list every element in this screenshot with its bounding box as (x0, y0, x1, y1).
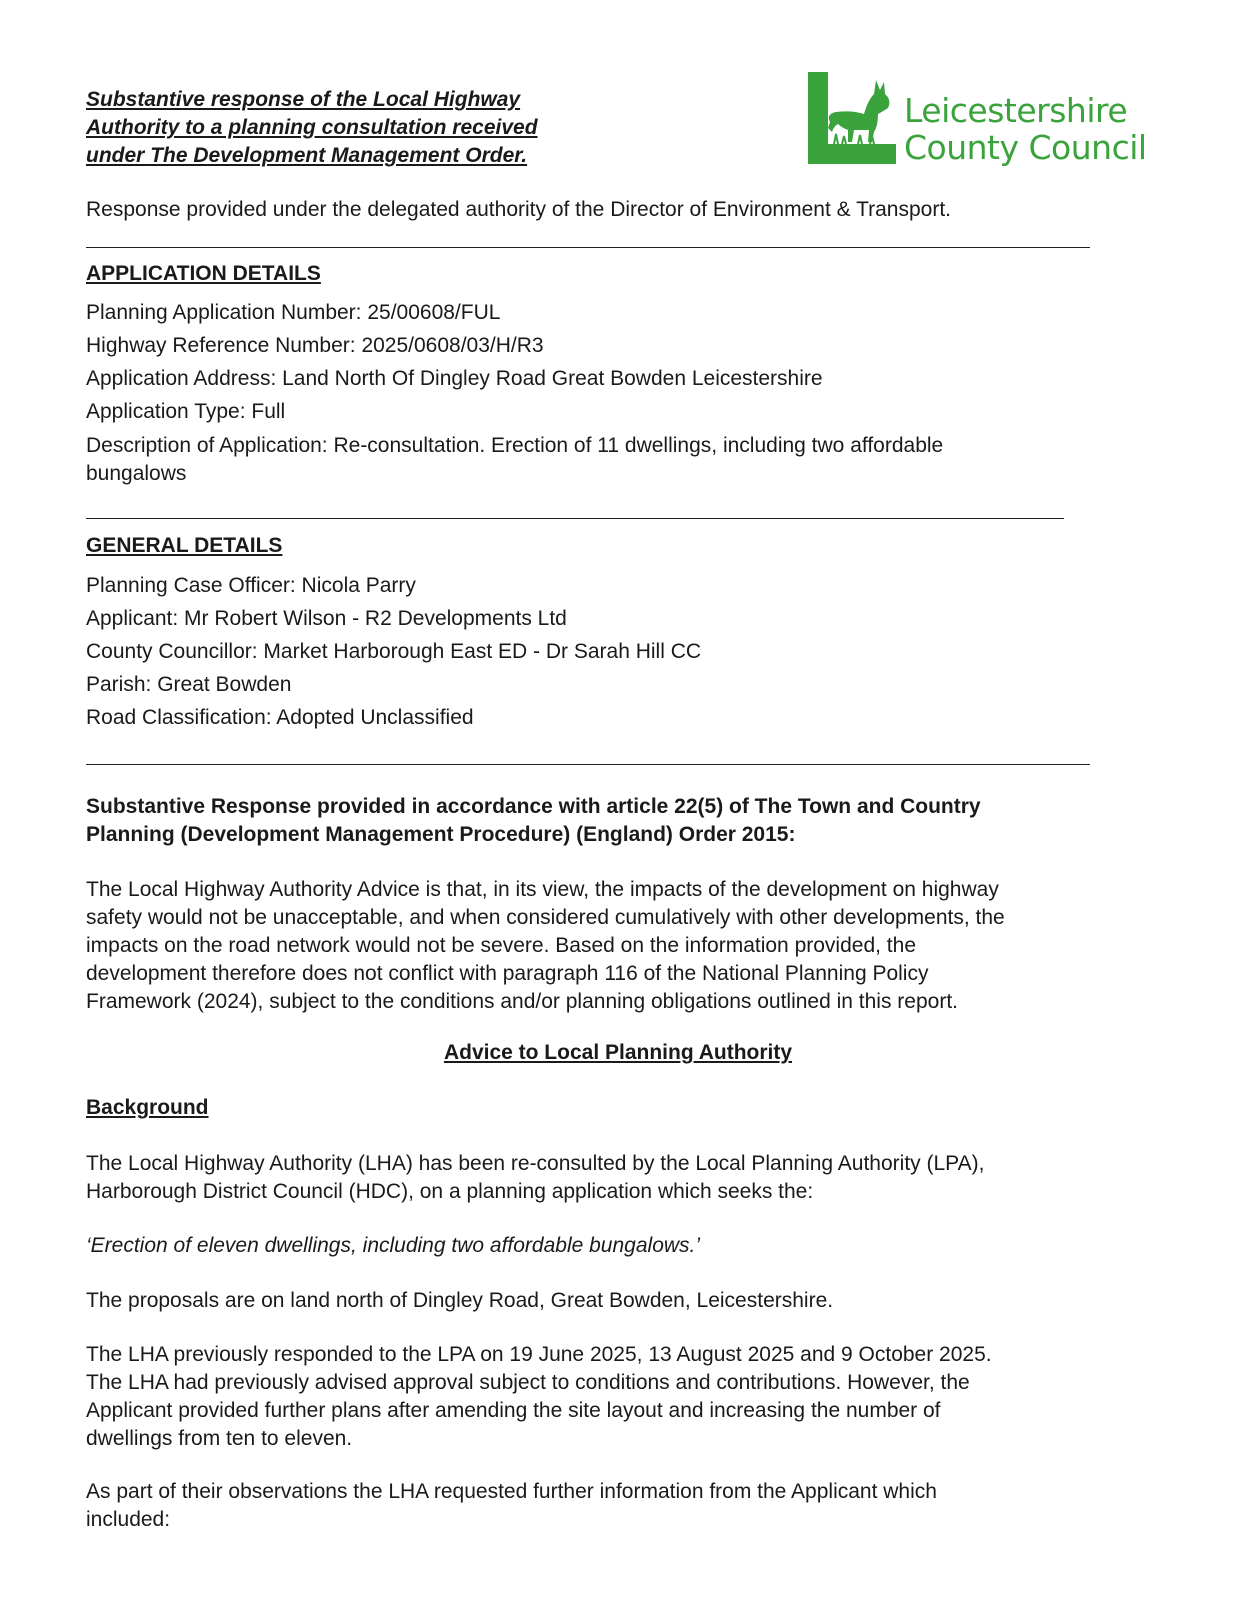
case-officer: Planning Case Officer: Nicola Parry (86, 574, 416, 597)
title-line: under The Development Management Order. (86, 144, 528, 167)
paragraph-line: included: (86, 1508, 171, 1531)
paragraph-line: The Local Highway Authority (LHA) has been re-consulted by the Local Planning Authority (LPA), (86, 1152, 985, 1175)
heading-line: Planning (Development Management Procedure) (England) Order 2015: (86, 823, 796, 846)
fox-emblem-icon (808, 70, 898, 166)
paragraph-line: Harborough District Council (HDC), on a planning application which seeks the: (86, 1180, 814, 1203)
logo-wordmark (904, 92, 1147, 166)
application-type: Application Type: Full (86, 400, 286, 423)
logo-line-2: County Council (904, 128, 1147, 167)
paragraph-line: The LHA previously responded to the LPA on 19 June 2025, 13 August 2025 and 9 October 2025. (86, 1343, 992, 1366)
road-classification: Road Classification: Adopted Unclassified (86, 706, 474, 729)
council-logo (808, 70, 1147, 170)
highway-reference-number: Highway Reference Number: 2025/0608/03/H/R3 (86, 334, 544, 357)
quote-line: ‘Erection of eleven dwellings, including two affordable bungalows.’ (86, 1234, 701, 1257)
heading-line: Substantive Response provided in accordance with article 22(5) of The Town and Country (86, 795, 981, 818)
application-details-heading: APPLICATION DETAILS (86, 262, 321, 285)
divider (86, 247, 1090, 248)
paragraph-line: Applicant provided further plans after amending the site layout and increasing the number of (86, 1399, 941, 1422)
title-line: Substantive response of the Local Highway (86, 88, 521, 111)
application-description: Description of Application: Re-consultation. Erection of 11 dwellings, including two affordable (86, 434, 944, 457)
background-paragraph-1 (86, 1150, 984, 1206)
application-address: Application Address: Land North Of Dingley Road Great Bowden Leicestershire (86, 367, 823, 390)
application-description-cont: bungalows (86, 462, 187, 485)
planning-application-number: Planning Application Number: 25/00608/FUL (86, 301, 501, 324)
delegation-statement: Response provided under the delegated authority of the Director of Environment & Transport. (86, 198, 951, 221)
substantive-response-heading (86, 793, 981, 849)
paragraph-line: The LHA had previously advised approval subject to conditions and contributions. However, the (86, 1371, 970, 1394)
paragraph-line: Framework (2024), subject to the conditions and/or planning obligations outlined in this report. (86, 990, 959, 1013)
background-heading: Background (86, 1096, 209, 1119)
logo-line-1: Leicestershire (904, 91, 1128, 130)
background-paragraph-4 (86, 1478, 937, 1534)
paragraph-line: safety would not be unacceptable, and when considered cumulatively with other developments, the (86, 906, 1005, 929)
paragraph-line: impacts on the road network would not be severe. Based on the information provided, the (86, 934, 916, 957)
paragraph-line: dwellings from ten to eleven. (86, 1427, 353, 1450)
title-line: Authority to a planning consultation received (86, 116, 538, 139)
paragraph-line: development therefore does not conflict with paragraph 116 of the National Planning Policy (86, 962, 929, 985)
divider (86, 518, 1064, 519)
general-details (86, 569, 701, 734)
background-paragraph-2 (86, 1287, 833, 1315)
lha-advice-paragraph (86, 876, 1005, 1016)
divider (86, 764, 1090, 765)
advice-heading: Advice to Local Planning Authority (443, 1041, 793, 1064)
paragraph-line: The Local Highway Authority Advice is that, in its view, the impacts of the development on highway (86, 878, 999, 901)
paragraph-line: As part of their observations the LHA requested further information from the Applicant which (86, 1480, 937, 1503)
proposal-quote (86, 1232, 700, 1260)
paragraph-line: The proposals are on land north of Dingley Road, Great Bowden, Leicestershire. (86, 1289, 834, 1312)
applicant: Applicant: Mr Robert Wilson - R2 Developments Ltd (86, 607, 567, 630)
parish: Parish: Great Bowden (86, 673, 292, 696)
county-councillor: County Councillor: Market Harborough East ED - Dr Sarah Hill CC (86, 640, 702, 663)
background-paragraph-3 (86, 1341, 992, 1453)
application-details (86, 296, 943, 488)
document-title (86, 86, 646, 170)
general-details-heading: GENERAL DETAILS (86, 534, 283, 557)
